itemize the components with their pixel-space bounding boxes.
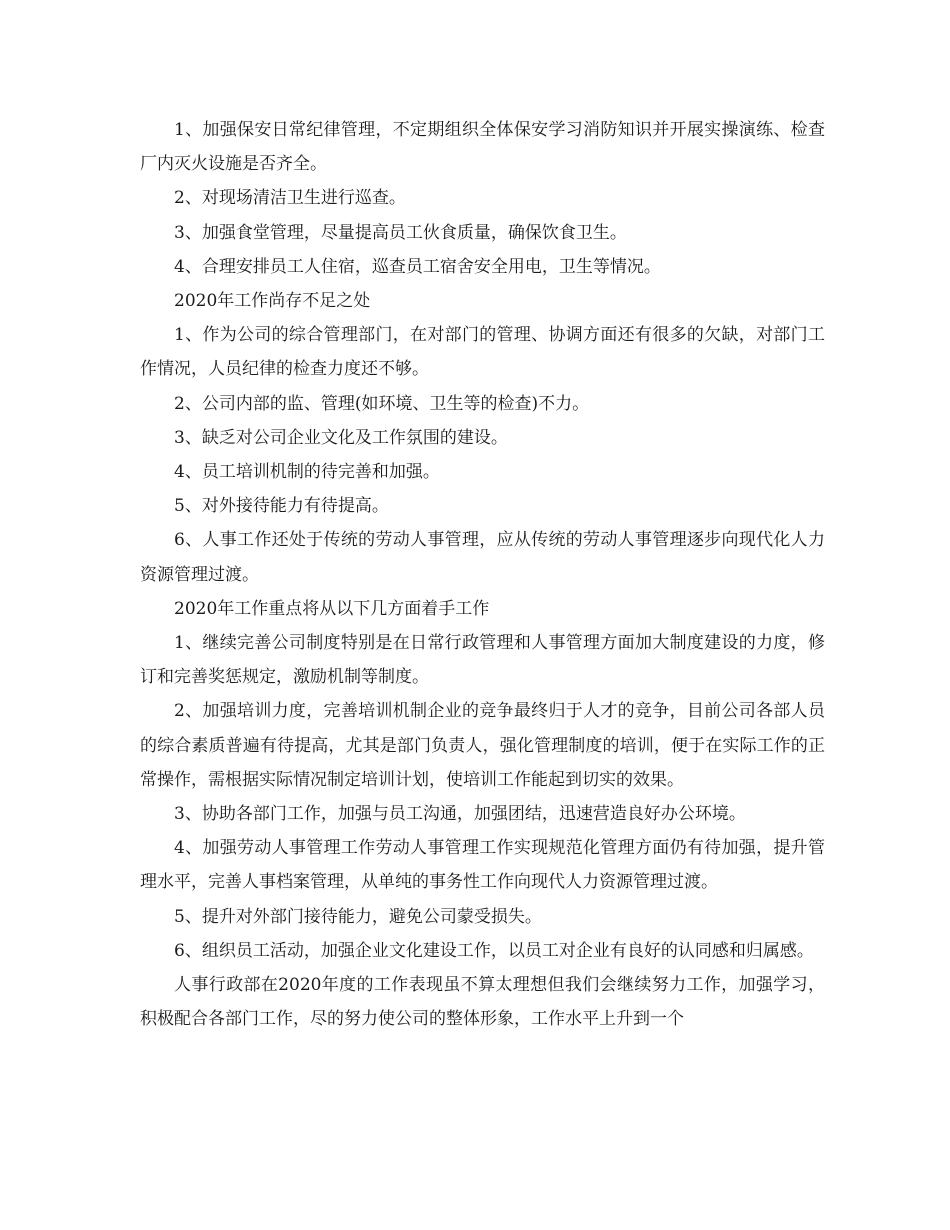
paragraph: 1、加强保安日常纪律管理，不定期组织全体保安学习消防知识并开展实操演练、检查厂内灭火设施是否齐全。 [140, 120, 825, 175]
paragraph: 5、对外接待能力有待提高。 [174, 496, 389, 517]
paragraph: 人事行政部在2020年度的工作表现虽不算太理想但我们会继续努力工作，加强学习，积极配合各部门工作，尽的努力使公司的整体形象，工作水平上升到一个 [140, 975, 825, 1030]
paragraph: 4、员工培训机制的待完善和加强。 [174, 462, 440, 483]
paragraph: 4、加强劳动人事管理工作劳动人事管理工作实现规范化管理方面仍有待加强，提升管理水平，完善人事档案管理，从单纯的事务性工作向现代人力资源管理过渡。 [140, 838, 825, 893]
paragraph: 2、对现场清洁卫生进行巡查。 [174, 188, 406, 209]
paragraph: 1、继续完善公司制度特别是在日常行政管理和人事管理方面加大制度建设的力度，修订和完善奖惩规定，激励机制等制度。 [140, 633, 825, 688]
paragraph: 1、作为公司的综合管理部门，在对部门的管理、协调方面还有很多的欠缺，对部门工作情况，人员纪律的检查力度还不够。 [140, 325, 825, 380]
paragraph: 2、加强培训力度，完善培训机制企业的竞争最终归于人才的竞争，目前公司各部人员的综合素质普遍有待提高，尤其是部门负责人，强化管理制度的培训，便于在实际工作的正常操作，需根据实际情况制定培训计划，使培训工作能起到切实的效果。 [140, 701, 825, 790]
paragraph: 3、缺乏对公司企业文化及工作氛围的建设。 [174, 427, 508, 448]
section-heading: 2020年工作尚存不足之处 [174, 291, 371, 312]
paragraph: 3、协助各部门工作，加强与员工沟通，加强团结，迅速营造良好办公环境。 [174, 804, 746, 825]
paragraph: 5、提升对外部门接待能力，避免公司蒙受损失。 [174, 906, 542, 927]
section-heading: 2020年工作重点将从以下几方面着手工作 [174, 598, 490, 619]
paragraph: 2、公司内部的监、管理(如环境、卫生等的检查)不力。 [174, 393, 590, 414]
document-body [140, 113, 825, 1036]
paragraph: 6、人事工作还处于传统的劳动人事管理，应从传统的劳动人事管理逐步向现代化人力资源管理过渡。 [140, 530, 825, 585]
paragraph: 3、加强食堂管理，尽量提高员工伙食质量，确保饮食卫生。 [174, 222, 627, 243]
paragraph: 4、合理安排员工人住宿，巡查员工宿舍安全用电，卫生等情况。 [174, 256, 661, 277]
paragraph: 6、组织员工活动，加强企业文化建设工作，以员工对企业有良好的认同感和归属感。 [174, 940, 814, 961]
